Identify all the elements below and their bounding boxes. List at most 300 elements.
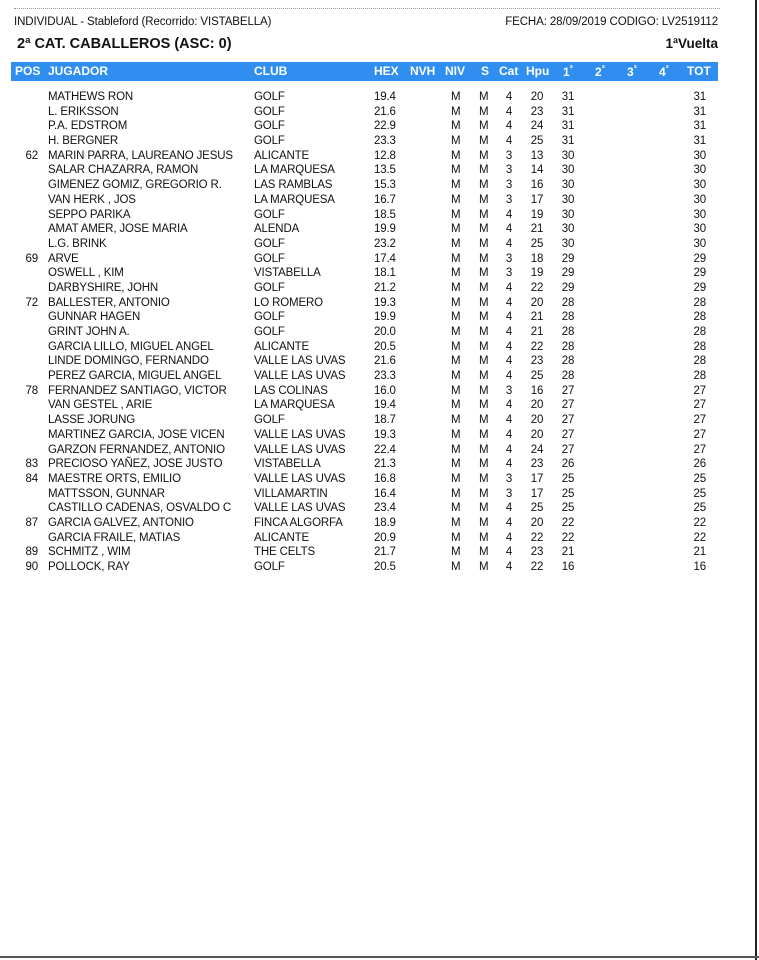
- cell-round-1: 31: [561, 105, 575, 118]
- cell-total: 21: [693, 546, 706, 559]
- cell-player-name: H. BERGNER: [48, 135, 119, 148]
- cell-hex: 13.5: [374, 164, 396, 177]
- cell-hex: 16.4: [374, 487, 396, 500]
- cell-hpu: 25: [530, 370, 544, 383]
- cell-pos: 72: [25, 296, 38, 309]
- cell-hex: 23.4: [374, 502, 396, 515]
- cell-player-name: SCHMITZ , WIM: [48, 546, 131, 559]
- cell-hex: 19.4: [374, 91, 396, 103]
- cell-niv: M: [451, 546, 461, 559]
- cell-player-name: VAN HERK , JOS: [48, 193, 136, 206]
- cell-club: GOLF: [254, 281, 285, 294]
- cell-cat: 4: [505, 120, 513, 133]
- cell-hpu: 22: [530, 281, 544, 294]
- cell-player-name: GRINT JOHN A.: [48, 326, 130, 338]
- cell-cat: 4: [505, 355, 513, 368]
- table-row: [0, 119, 759, 134]
- col-header-cat: Cat: [499, 64, 519, 78]
- top-rule: [14, 8, 720, 9]
- cell-club: VALLE LAS UVAS: [254, 443, 346, 456]
- cell-s: M: [479, 502, 489, 515]
- cell-total: 30: [693, 164, 706, 177]
- cell-s: M: [479, 399, 489, 412]
- cell-s: M: [479, 223, 489, 236]
- cell-hex: 23.3: [374, 370, 396, 383]
- cell-round-1: 30: [561, 193, 575, 206]
- cell-player-name: GIMENEZ GOMIZ, GREGORIO R.: [48, 179, 222, 192]
- cell-round-1: 26: [561, 458, 575, 471]
- table-row: [0, 457, 759, 472]
- table-row: [0, 163, 759, 178]
- table-row: [0, 531, 759, 546]
- cell-hpu: 20: [530, 516, 544, 529]
- table-row: [0, 325, 759, 340]
- cell-niv: M: [451, 399, 461, 412]
- col-header-pos: POS: [15, 64, 41, 78]
- cell-total: 27: [693, 414, 706, 427]
- col-header-round-1: [563, 64, 573, 79]
- cell-round-1: 27: [561, 443, 575, 456]
- cell-total: 25: [693, 487, 706, 500]
- cell-club: GOLF: [254, 311, 285, 324]
- cell-cat: 3: [505, 149, 513, 162]
- cell-round-1: 31: [561, 120, 575, 133]
- cell-hpu: 22: [530, 531, 544, 544]
- cell-niv: M: [451, 502, 461, 515]
- cell-hex: 20.0: [374, 326, 396, 338]
- cell-pos: 89: [25, 546, 38, 559]
- cell-hex: 19.3: [374, 428, 396, 441]
- cell-cat: 4: [505, 414, 513, 427]
- cell-total: 28: [693, 355, 706, 368]
- cell-s: M: [479, 370, 489, 383]
- table-row: [0, 487, 759, 502]
- cell-total: 30: [693, 149, 706, 162]
- cell-niv: M: [451, 487, 461, 500]
- cell-total: 28: [693, 296, 706, 309]
- cell-round-1: 27: [561, 384, 575, 397]
- table-row: [0, 516, 759, 531]
- cell-s: M: [479, 91, 489, 103]
- table-row: [0, 281, 759, 296]
- cell-total: 16: [693, 561, 706, 573]
- table-row: [0, 237, 759, 252]
- cell-cat: 3: [505, 487, 513, 500]
- cell-s: M: [479, 428, 489, 441]
- cell-round-1: 27: [561, 399, 575, 412]
- table-row: [0, 384, 759, 399]
- cell-pos: 87: [25, 516, 38, 529]
- cell-niv: M: [451, 252, 461, 265]
- cell-hex: 19.9: [374, 311, 396, 324]
- cell-hex: 18.5: [374, 208, 396, 221]
- ordinal-mark: ª: [633, 64, 637, 73]
- date-code-info: FECHA: 28/09/2019 CODIGO: LV2519112: [505, 16, 718, 28]
- cell-player-name: SEPPO PARIKA: [48, 208, 131, 221]
- cell-total: 25: [693, 472, 706, 485]
- cell-hpu: 18: [530, 252, 544, 265]
- cell-hpu: 20: [530, 428, 544, 441]
- cell-player-name: GARCIA FRAILE, MATIAS: [48, 531, 181, 544]
- cell-club: FINCA ALGORFA: [254, 516, 343, 529]
- cell-club: GOLF: [254, 135, 285, 148]
- cell-round-1: 28: [561, 370, 575, 383]
- cell-cat: 4: [505, 326, 513, 338]
- col-header-round-2: [595, 64, 605, 79]
- cell-club: VILLAMARTIN: [254, 487, 328, 500]
- cell-cat: 3: [505, 252, 513, 265]
- column-header-bar: [11, 62, 718, 81]
- cell-total: 27: [693, 399, 706, 412]
- col-header-jugador: JUGADOR: [48, 64, 109, 78]
- cell-cat: 4: [505, 516, 513, 529]
- cell-player-name: LINDE DOMINGO, FERNANDO: [48, 355, 209, 368]
- table-row: [0, 266, 759, 281]
- cell-niv: M: [451, 340, 461, 353]
- cell-hpu: 20: [530, 296, 544, 309]
- cell-hpu: 20: [530, 91, 544, 103]
- cell-total: 28: [693, 326, 706, 338]
- cell-hpu: 24: [530, 443, 544, 456]
- table-row: [0, 369, 759, 384]
- table-row: [0, 193, 759, 208]
- cell-hpu: 22: [530, 340, 544, 353]
- cell-hpu: 22: [530, 561, 544, 573]
- cell-hex: 20.9: [374, 531, 396, 544]
- cell-s: M: [479, 193, 489, 206]
- cell-niv: M: [451, 443, 461, 456]
- table-row: [0, 208, 759, 223]
- table-row: [0, 413, 759, 428]
- cell-cat: 4: [505, 296, 513, 309]
- cell-club: ALICANTE: [254, 531, 310, 544]
- cell-niv: M: [451, 414, 461, 427]
- cell-niv: M: [451, 135, 461, 148]
- cell-round-1: 28: [561, 340, 575, 353]
- cell-player-name: LASSE JORUNG: [48, 414, 136, 427]
- table-row: [0, 310, 759, 325]
- cell-cat: 4: [505, 399, 513, 412]
- cell-s: M: [479, 326, 489, 338]
- cell-club: VISTABELLA: [254, 458, 321, 471]
- cell-cat: 4: [505, 135, 513, 148]
- table-row: [0, 472, 759, 487]
- cell-total: 27: [693, 443, 706, 456]
- cell-niv: M: [451, 208, 461, 221]
- cell-round-1: 30: [561, 208, 575, 221]
- cell-hpu: 25: [530, 502, 544, 515]
- cell-hpu: 20: [530, 414, 544, 427]
- cell-pos: 83: [25, 458, 38, 471]
- cell-s: M: [479, 105, 489, 118]
- cell-hpu: 13: [530, 149, 544, 162]
- cell-hpu: 23: [530, 355, 544, 368]
- cell-round-1: 30: [561, 223, 575, 236]
- cell-hex: 17.4: [374, 252, 396, 265]
- cell-total: 30: [693, 237, 706, 250]
- cell-cat: 4: [505, 561, 513, 573]
- cell-cat: 4: [505, 208, 513, 221]
- ordinal-mark: ª: [569, 64, 573, 73]
- cell-cat: 4: [505, 443, 513, 456]
- cell-hpu: 19: [530, 267, 544, 280]
- cell-cat: 4: [505, 458, 513, 471]
- cell-hex: 22.4: [374, 443, 396, 456]
- cell-hpu: 25: [530, 135, 544, 148]
- cell-round-1: 16: [561, 561, 575, 573]
- cell-round-1: 25: [561, 472, 575, 485]
- cell-cat: 4: [505, 91, 513, 103]
- cell-s: M: [479, 531, 489, 544]
- table-row: [0, 149, 759, 164]
- cell-niv: M: [451, 164, 461, 177]
- competition-info: INDIVIDUAL - Stableford (Recorrido: VISTABELLA): [14, 16, 272, 28]
- cell-s: M: [479, 237, 489, 250]
- cell-club: ALICANTE: [254, 149, 310, 162]
- cell-hpu: 23: [530, 546, 544, 559]
- cell-player-name: MAESTRE ORTS, EMILIO: [48, 472, 181, 485]
- cell-total: 28: [693, 370, 706, 383]
- cell-hex: 18.9: [374, 516, 396, 529]
- cell-niv: M: [451, 370, 461, 383]
- cell-niv: M: [451, 267, 461, 280]
- cell-niv: M: [451, 561, 461, 573]
- cell-niv: M: [451, 531, 461, 544]
- cell-player-name: FERNANDEZ SANTIAGO, VICTOR: [48, 384, 227, 397]
- cell-hex: 21.2: [374, 281, 396, 294]
- col-header-hex: HEX: [374, 64, 399, 78]
- cell-hex: 19.9: [374, 223, 396, 236]
- cell-hpu: 23: [530, 105, 544, 118]
- cell-club: GOLF: [254, 91, 285, 103]
- cell-total: 26: [693, 458, 706, 471]
- cell-player-name: MATHEWS RON: [48, 91, 134, 103]
- table-row: [0, 105, 759, 120]
- cell-player-name: ARVE: [48, 252, 79, 265]
- cell-round-1: 28: [561, 296, 575, 309]
- cell-club: VISTABELLA: [254, 267, 321, 280]
- cell-cat: 4: [505, 223, 513, 236]
- cell-round-1: 25: [561, 502, 575, 515]
- cell-round-1: 27: [561, 428, 575, 441]
- cell-hpu: 14: [530, 164, 544, 177]
- cell-total: 25: [693, 502, 706, 515]
- cell-hex: 21.6: [374, 355, 396, 368]
- table-row: [0, 428, 759, 443]
- cell-s: M: [479, 340, 489, 353]
- cell-hpu: 25: [530, 237, 544, 250]
- cell-s: M: [479, 135, 489, 148]
- table-row: [0, 178, 759, 193]
- ordinal-mark: ª: [601, 64, 605, 73]
- col-header-round-4-number: 4: [659, 65, 666, 79]
- cell-cat: 3: [505, 193, 513, 206]
- col-header-hpu: Hpu: [526, 64, 550, 78]
- ordinal-mark: ª: [665, 64, 669, 73]
- cell-player-name: AMAT AMER, JOSE MARIA: [48, 223, 188, 236]
- cell-s: M: [479, 516, 489, 529]
- cell-cat: 3: [505, 267, 513, 280]
- cell-s: M: [479, 149, 489, 162]
- cell-niv: M: [451, 223, 461, 236]
- cell-niv: M: [451, 428, 461, 441]
- cell-round-1: 29: [561, 252, 575, 265]
- cell-player-name: GARCIA GALVEZ, ANTONIO: [48, 516, 194, 529]
- cell-round-1: 29: [561, 267, 575, 280]
- cell-hpu: 20: [530, 399, 544, 412]
- cell-player-name: MARIN PARRA, LAUREANO JESUS: [48, 149, 233, 162]
- cell-hex: 18.7: [374, 414, 396, 427]
- cell-hex: 20.5: [374, 561, 396, 573]
- cell-s: M: [479, 355, 489, 368]
- cell-round-1: 30: [561, 179, 575, 192]
- cell-player-name: POLLOCK, RAY: [48, 561, 130, 573]
- cell-club: ALENDA: [254, 223, 300, 236]
- cell-total: 29: [693, 267, 706, 280]
- cell-total: 22: [693, 516, 706, 529]
- cell-hex: 18.1: [374, 267, 396, 280]
- cell-total: 28: [693, 340, 706, 353]
- table-row: [0, 340, 759, 355]
- cell-club: LA MARQUESA: [254, 399, 335, 412]
- cell-cat: 3: [505, 384, 513, 397]
- cell-cat: 4: [505, 311, 513, 324]
- cell-round-1: 28: [561, 311, 575, 324]
- cell-player-name: OSWELL , KIM: [48, 267, 124, 280]
- cell-hpu: 23: [530, 458, 544, 471]
- cell-player-name: P.A. EDSTROM: [48, 120, 128, 133]
- cell-s: M: [479, 472, 489, 485]
- cell-pos: 78: [25, 384, 38, 397]
- cell-pos: 69: [25, 252, 38, 265]
- cell-hex: 16.7: [374, 193, 396, 206]
- cell-round-1: 31: [561, 91, 575, 103]
- table-row: [0, 222, 759, 237]
- cell-s: M: [479, 414, 489, 427]
- cell-club: GOLF: [254, 105, 285, 118]
- cell-player-name: GARZON FERNANDEZ, ANTONIO: [48, 443, 225, 456]
- cell-total: 28: [693, 311, 706, 324]
- cell-niv: M: [451, 91, 461, 103]
- cell-niv: M: [451, 237, 461, 250]
- cell-player-name: PEREZ GARCIA, MIGUEL ANGEL: [48, 370, 222, 383]
- cell-s: M: [479, 296, 489, 309]
- cell-niv: M: [451, 193, 461, 206]
- cell-player-name: L.G. BRINK: [48, 237, 107, 250]
- cell-cat: 4: [505, 502, 513, 515]
- table-row: [0, 134, 759, 149]
- cell-total: 31: [693, 135, 706, 148]
- cell-cat: 4: [505, 281, 513, 294]
- cell-cat: 3: [505, 164, 513, 177]
- cell-s: M: [479, 458, 489, 471]
- cell-hex: 16.8: [374, 472, 396, 485]
- cell-s: M: [479, 208, 489, 221]
- cell-hex: 23.3: [374, 135, 396, 148]
- cell-hex: 16.0: [374, 384, 396, 397]
- cell-cat: 4: [505, 428, 513, 441]
- cell-niv: M: [451, 458, 461, 471]
- cell-hex: 19.3: [374, 296, 396, 309]
- cell-cat: 3: [505, 179, 513, 192]
- cell-hex: 12.8: [374, 149, 396, 162]
- category-title: 2ª CAT. CABALLEROS (ASC: 0): [17, 36, 232, 52]
- cell-hex: 22.9: [374, 120, 396, 133]
- cell-club: LA MARQUESA: [254, 193, 335, 206]
- cell-player-name: MARTINEZ GARCIA, JOSE VICEN: [48, 428, 225, 441]
- cell-niv: M: [451, 296, 461, 309]
- cell-s: M: [479, 546, 489, 559]
- cell-hex: 23.2: [374, 237, 396, 250]
- cell-club: LO ROMERO: [254, 296, 323, 309]
- col-header-tot: TOT: [687, 64, 711, 78]
- col-header-round-1-number: 1: [563, 65, 570, 79]
- cell-s: M: [479, 120, 489, 133]
- cell-round-1: 28: [561, 355, 575, 368]
- cell-s: M: [479, 443, 489, 456]
- cell-round-1: 22: [561, 516, 575, 529]
- cell-hex: 15.3: [374, 179, 396, 192]
- cell-club: GOLF: [254, 208, 285, 221]
- cell-total: 31: [693, 105, 706, 118]
- cell-total: 27: [693, 428, 706, 441]
- col-header-niv: NIV: [445, 64, 466, 78]
- cell-hpu: 24: [530, 120, 544, 133]
- cell-round-1: 30: [561, 164, 575, 177]
- table-row: [0, 501, 759, 516]
- cell-cat: 4: [505, 340, 513, 353]
- cell-round-1: 25: [561, 487, 575, 500]
- cell-cat: 4: [505, 370, 513, 383]
- cell-club: VALLE LAS UVAS: [254, 370, 346, 383]
- cell-niv: M: [451, 149, 461, 162]
- cell-club: LA MARQUESA: [254, 164, 335, 177]
- cell-total: 30: [693, 193, 706, 206]
- cell-s: M: [479, 179, 489, 192]
- cell-pos: 84: [25, 472, 38, 485]
- table-row: [0, 252, 759, 267]
- cell-club: GOLF: [254, 326, 285, 338]
- cell-club: GOLF: [254, 414, 285, 427]
- col-header-nvh: NVH: [410, 64, 436, 78]
- cell-hex: 20.5: [374, 340, 396, 353]
- col-header-round-3: [627, 64, 637, 79]
- cell-club: VALLE LAS UVAS: [254, 502, 346, 515]
- cell-player-name: BALLESTER, ANTONIO: [48, 296, 170, 309]
- cell-niv: M: [451, 355, 461, 368]
- cell-niv: M: [451, 281, 461, 294]
- cell-club: LAS RAMBLAS: [254, 179, 333, 192]
- cell-round-1: 21: [561, 546, 575, 559]
- cell-cat: 4: [505, 237, 513, 250]
- cell-club: VALLE LAS UVAS: [254, 355, 346, 368]
- cell-hpu: 21: [530, 223, 544, 236]
- cell-s: M: [479, 252, 489, 265]
- cell-club: GOLF: [254, 561, 285, 573]
- cell-hex: 19.4: [374, 399, 396, 412]
- cell-round-1: 27: [561, 414, 575, 427]
- cell-pos: 90: [25, 561, 38, 573]
- cell-total: 29: [693, 281, 706, 294]
- table-row: [0, 443, 759, 458]
- cell-club: LAS COLINAS: [254, 384, 328, 397]
- cell-club: ALICANTE: [254, 340, 310, 353]
- page-edge-bottom: [0, 956, 759, 958]
- cell-hpu: 17: [530, 487, 544, 500]
- table-row: [0, 398, 759, 413]
- cell-s: M: [479, 281, 489, 294]
- cell-niv: M: [451, 472, 461, 485]
